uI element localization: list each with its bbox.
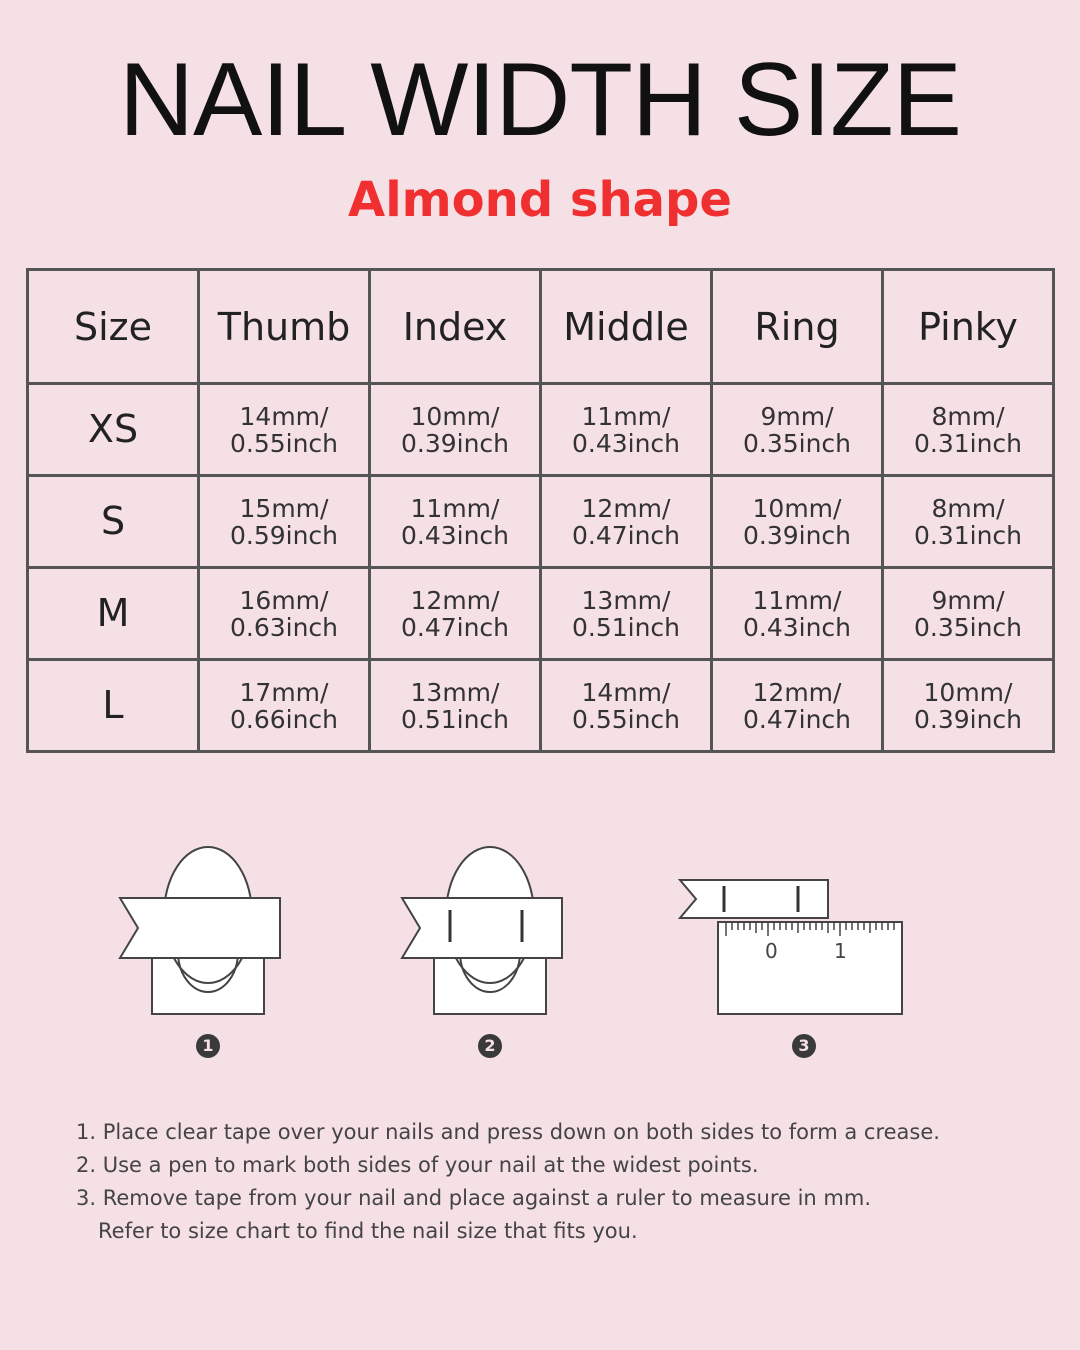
instruction-line: 3. Remove tape from your nail and place against a ruler to measure in mm. — [76, 1186, 871, 1210]
size-label: S — [28, 476, 199, 568]
step-1-tape-icon — [118, 840, 288, 1030]
width-inch: 0.39inch — [400, 428, 510, 458]
width-inch: 0.47inch — [400, 612, 510, 642]
measurement-steps — [0, 830, 1080, 1070]
ruler-label-0: 0 — [765, 939, 778, 963]
width-inch: 0.31inch — [913, 520, 1023, 550]
column-header: Thumb — [199, 270, 370, 384]
width-mm: 17mm/ — [239, 677, 329, 707]
width-mm: 13mm/ — [581, 585, 671, 615]
size-cell — [199, 476, 370, 568]
size-table — [26, 268, 1055, 753]
size-cell — [883, 568, 1054, 660]
size-cell — [541, 384, 712, 476]
instruction-line: 1. Place clear tape over your nails and press down on both sides to form a crease. — [76, 1120, 940, 1144]
size-cell — [199, 384, 370, 476]
width-mm: 11mm/ — [410, 493, 500, 523]
size-cell — [199, 568, 370, 660]
width-mm: 8mm/ — [931, 401, 1005, 431]
width-mm: 11mm/ — [752, 585, 842, 615]
table-row — [28, 660, 1054, 752]
width-inch: 0.43inch — [571, 428, 681, 458]
width-mm: 16mm/ — [239, 585, 329, 615]
width-mm: 9mm/ — [760, 401, 834, 431]
step-3-marker: 3 — [792, 1034, 816, 1058]
size-cell — [370, 476, 541, 568]
width-inch: 0.66inch — [229, 704, 339, 734]
width-mm: 10mm/ — [923, 677, 1013, 707]
step-1-marker: 1 — [196, 1034, 220, 1058]
instructions — [76, 1116, 1036, 1248]
size-label: L — [28, 660, 199, 752]
table-row — [28, 384, 1054, 476]
width-mm: 12mm/ — [581, 493, 671, 523]
size-cell — [370, 384, 541, 476]
width-mm: 10mm/ — [752, 493, 842, 523]
width-inch: 0.51inch — [400, 704, 510, 734]
width-inch: 0.39inch — [742, 520, 852, 550]
size-label: XS — [28, 384, 199, 476]
width-inch: 0.55inch — [571, 704, 681, 734]
width-inch: 0.35inch — [742, 428, 852, 458]
size-label: M — [28, 568, 199, 660]
width-inch: 0.47inch — [571, 520, 681, 550]
column-header: Size — [28, 270, 199, 384]
width-mm: 10mm/ — [410, 401, 500, 431]
column-header: Index — [370, 270, 541, 384]
instruction-line: Refer to size chart to find the nail size that fits you. — [98, 1219, 638, 1243]
size-cell — [883, 384, 1054, 476]
step-2-mark-icon — [400, 840, 570, 1030]
instruction-line: 2. Use a pen to mark both sides of your nail at the widest points. — [76, 1153, 759, 1177]
size-cell — [883, 476, 1054, 568]
width-inch: 0.51inch — [571, 612, 681, 642]
width-mm: 11mm/ — [581, 401, 671, 431]
column-header: Middle — [541, 270, 712, 384]
size-cell — [370, 568, 541, 660]
column-header: Ring — [712, 270, 883, 384]
size-cell — [712, 384, 883, 476]
width-mm: 14mm/ — [239, 401, 329, 431]
size-cell — [712, 568, 883, 660]
size-cell — [883, 660, 1054, 752]
size-cell — [541, 660, 712, 752]
width-mm: 12mm/ — [752, 677, 842, 707]
width-mm: 13mm/ — [410, 677, 500, 707]
ruler-label-1: 1 — [834, 939, 847, 963]
size-cell — [541, 568, 712, 660]
width-inch: 0.43inch — [400, 520, 510, 550]
size-cell — [370, 660, 541, 752]
page-title: NAIL WIDTH SIZE — [118, 42, 962, 158]
width-mm: 14mm/ — [581, 677, 671, 707]
size-cell — [712, 660, 883, 752]
step-2-marker: 2 — [478, 1034, 502, 1058]
width-mm: 15mm/ — [239, 493, 329, 523]
width-inch: 0.59inch — [229, 520, 339, 550]
width-inch: 0.35inch — [913, 612, 1023, 642]
width-inch: 0.47inch — [742, 704, 852, 734]
width-inch: 0.31inch — [913, 428, 1023, 458]
width-mm: 8mm/ — [931, 493, 1005, 523]
width-inch: 0.43inch — [742, 612, 852, 642]
step-3-ruler-icon — [676, 870, 908, 1020]
page-subtitle: Almond shape — [348, 172, 732, 228]
table-row — [28, 568, 1054, 660]
table-header-row — [28, 270, 1054, 384]
column-header: Pinky — [883, 270, 1054, 384]
width-inch: 0.39inch — [913, 704, 1023, 734]
width-inch: 0.63inch — [229, 612, 339, 642]
width-inch: 0.55inch — [229, 428, 339, 458]
size-cell — [199, 660, 370, 752]
size-cell — [712, 476, 883, 568]
width-mm: 12mm/ — [410, 585, 500, 615]
size-cell — [541, 476, 712, 568]
table-row — [28, 476, 1054, 568]
width-mm: 9mm/ — [931, 585, 1005, 615]
